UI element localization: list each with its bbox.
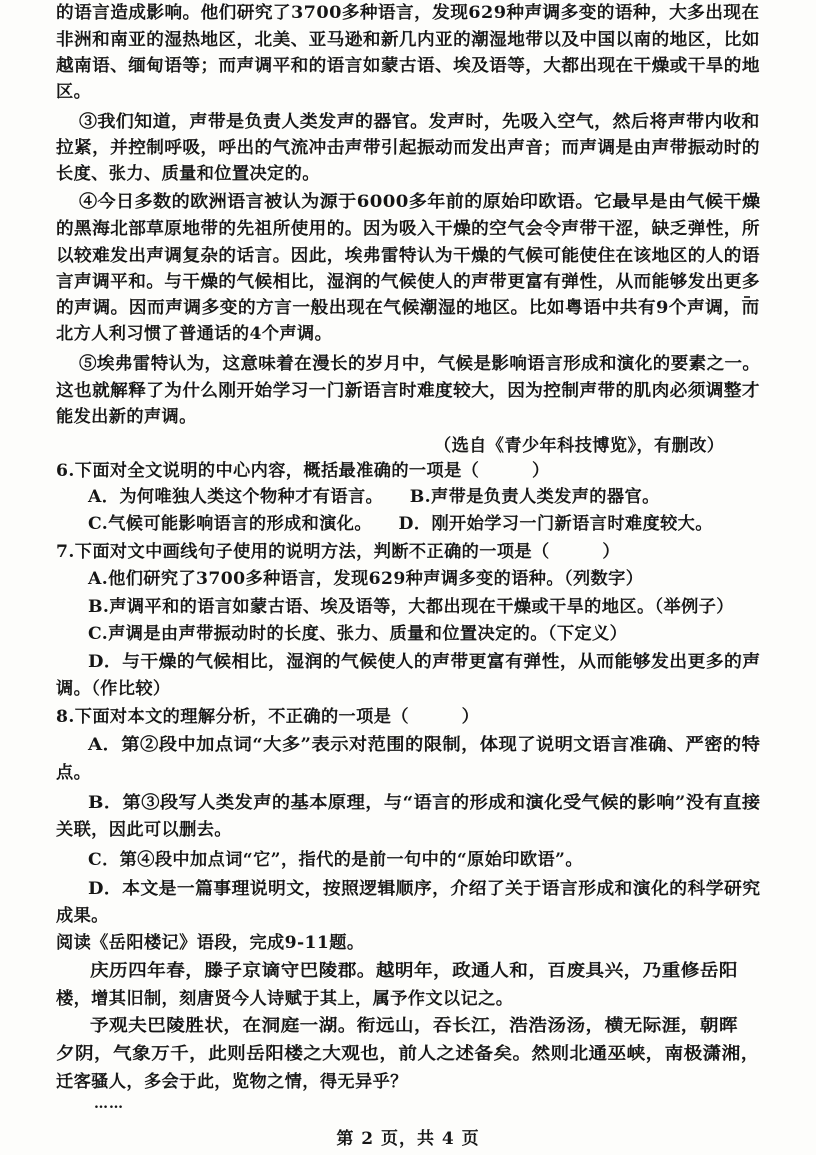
text-line: 以较难发出声调复杂的话言。因此，埃弗雷特认为干燥的气候可能使住在该地区的人的语 xyxy=(56,246,760,266)
text-line: 长度、张力、质量和位置决定的。 xyxy=(56,164,320,184)
text-line: B.声调平和的语言如蒙古语、埃及语等，大都出现在干燥或干旱的地区。（举例子） xyxy=(88,597,734,617)
text-line: B．第③段写人类发声的基本原理，与“语言的形成和演化受气候的影响”没有直接 xyxy=(88,793,761,813)
text-line: 非洲和南亚的湿热地区，北美、亚马逊和新几内亚的潮湿地带以及中国以南的地区，比如 xyxy=(56,30,760,50)
text-line: 阅读《岳阳楼记》语段，完成9-11题。 xyxy=(56,933,365,953)
text-line: 予观夫巴陵胜状，在洞庭一湖。衔远山，吞长江，浩浩汤汤，横无际涯，朝晖 xyxy=(90,1016,738,1036)
text-line: 的黑海北部草原地带的先祖所使用的。因为吸入干燥的空气会令声带干涩，缺乏弹性，所 xyxy=(56,219,760,239)
text-line: D．与干燥的气候相比，湿润的气候使人的声带更富有弹性，从而能够发出更多的声 xyxy=(88,652,761,672)
text-line: 成果。 xyxy=(56,906,109,926)
text-line: 能发出新的声调。 xyxy=(56,407,197,427)
text-line: A.他们研究了3700多种语言，发现629种声调多变的语种。（列数字） xyxy=(88,569,644,589)
text-line: 庆历四年春，滕子京谪守巴陵郡。越明年，政通人和，百废具兴，乃重修岳阳 xyxy=(90,961,738,981)
text-line: 点。 xyxy=(56,763,92,783)
text-line: （选自《青少年科技博览》，有删改） xyxy=(434,436,725,456)
text-line: ⑤埃弗雷特认为，这意味着在漫长的岁月中，气候是影响语言形成和演化的要素之一。 xyxy=(79,354,761,374)
text-line: 越南语、缅甸语等；而声调平和的语言如蒙古语、埃及语等，大都出现在干燥或干旱的地 xyxy=(56,56,760,76)
margin-mark xyxy=(744,296,750,298)
text-line: 拉紧，并控制呼吸，呼出的气流冲击声带引起振动而发出声音；而声调是由声带振动时的 xyxy=(56,138,760,158)
text-line: 北方人利习惯了普通话的4个声调。 xyxy=(56,324,333,344)
text-line: 7.下面对文中画线句子使用的说明方法，判断不正确的一项是（ ） xyxy=(56,542,620,562)
text-line: 区。 xyxy=(56,82,92,102)
text-line: 6.下面对全文说明的中心内容，概括最准确的一项是（ ） xyxy=(56,461,550,481)
text-line: ④今日多数的欧洲语言被认为源于6000多年前的原始印欧语。它最早是由气候干燥 xyxy=(79,192,761,212)
text-line: A．为何唯独人类这个物种才有语言。 B.声带是负责人类发声的器官。 xyxy=(88,487,660,507)
text-line: 8.下面对本文的理解分析，不正确的一项是（ ） xyxy=(56,707,480,727)
text-line: A．第②段中加点词“大多”表示对范围的限制，体现了说明文语言准确、严密的特 xyxy=(88,735,761,755)
text-line: 调。（作比较） xyxy=(56,679,171,699)
text-line: 关联，因此可以删去。 xyxy=(56,820,232,840)
text-line: 的语言造成影响。他们研究了3700多种语言，发现629种声调多变的语种，大多出现在 xyxy=(56,3,760,23)
page-footer: 第 2 页，共 4 页 xyxy=(336,1129,480,1149)
text-line: 夕阴，气象万千，此则岳阳楼之大观也，前人之述备矣。然则北通巫峡，南极潇湘， xyxy=(56,1044,760,1064)
text-line: C.气候可能影响语言的形成和演化。 D．刚开始学习一门新语言时难度较大。 xyxy=(88,514,713,534)
text-line: ③我们知道，声带是负责人类发声的器官。发声时，先吸入空气，然后将声带内收和 xyxy=(79,112,760,132)
text-line: C.声调是由声带振动时的长度、张力、质量和位置决定的。（下定义） xyxy=(88,624,628,644)
text-line: 楼，增其旧制，刻唐贤今人诗赋于其上，属予作文以记之。 xyxy=(56,989,514,1009)
text-line: C．第④段中加点词“它”，指代的是前一句中的“原始印欧语”。 xyxy=(88,850,583,870)
ellipsis: …… xyxy=(94,1096,124,1112)
text-line: 的声调。因而声调多变的方言一般出现在气候潮湿的地区。比如粤语中共有9个声调，而 xyxy=(56,298,760,318)
text-line: 言声调平和。与干燥的气候相比，湿润的气候使人的声带更富有弹性，从而能够发出更多 xyxy=(56,272,760,292)
text-line: 这也就解释了为什么刚开始学习一门新语言时难度较大，因为控制声带的肌肉必须调整才 xyxy=(56,381,760,401)
text-line: D．本文是一篇事理说明文，按照逻辑顺序，介绍了关于语言形成和演化的科学研究 xyxy=(88,879,761,899)
text-line: 迁客骚人，多会于此，览物之情，得无异乎？ xyxy=(56,1072,408,1092)
